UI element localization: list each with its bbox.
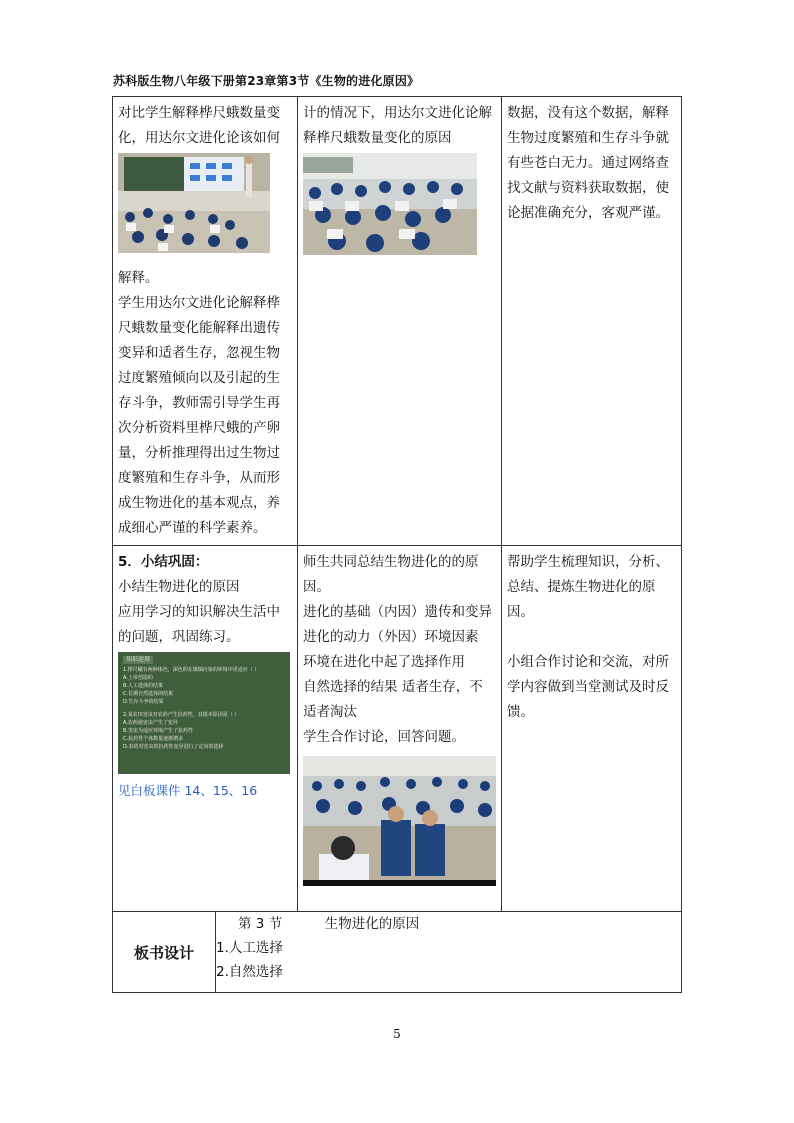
cell-text: 学生用达尔文进化论解释桦尺蛾数量变化能解释出遗传变异和适者生存，忽视生物过度繁殖倾向以及引起的生存斗争，教师需引导学生再次分析资料里桦尺蛾的产卵量，分析推理得出过生物过度繁殖和生存斗争，从而形成生物进化的基本观点，养成细心严谨的科学素养。 bbox=[118, 295, 280, 536]
design-intent-cell bbox=[502, 546, 682, 912]
board-design-table bbox=[113, 912, 681, 992]
cell-text: 解释。 bbox=[118, 270, 159, 286]
table-row bbox=[113, 97, 682, 546]
board-item: 2.自然选择 bbox=[216, 964, 283, 980]
classroom-discussion-photo bbox=[303, 756, 496, 895]
slide-line: B.害虫为适应环境产生了抗药性 bbox=[123, 728, 194, 734]
classroom-photo-students bbox=[303, 153, 496, 264]
slide-line: D.生存斗争的结果 bbox=[123, 699, 164, 705]
design-intent-cell bbox=[502, 97, 682, 546]
section-title: 5．小结巩固： bbox=[118, 554, 209, 570]
board-section: 第 3 节 bbox=[238, 916, 283, 932]
slide-line: D.农药对害虫的抗药性变异进行了定向的选择 bbox=[123, 744, 224, 750]
student-activity-cell bbox=[298, 97, 502, 546]
cell-text: 进化的动力（外因）环境因素 环境在进化中起了选择作用 bbox=[303, 629, 479, 670]
slide-line: C.长期自然选择的结果 bbox=[123, 691, 174, 697]
document-header: 苏科版生物八年级下册第23章第3节《生物的进化原因》 bbox=[113, 74, 420, 88]
board-topic: 生物进化的原因 bbox=[324, 916, 420, 932]
board-design-content bbox=[216, 912, 682, 992]
cell-text: 小结生物进化的原因 bbox=[118, 579, 240, 595]
board-design-label: 板书设计 bbox=[113, 912, 216, 992]
slide-line: 2.某农田害虫对农药产生抗药性，其根本原因是（ ） bbox=[123, 712, 240, 718]
exercise-slide-image bbox=[118, 652, 290, 774]
cell-text: 应用学习的知识解决生活中的问题，巩固练习。 bbox=[118, 604, 280, 645]
slide-line: 1.桦尺蛾有两种体色，深色的在煤烟污染的环境中更适应（ ） bbox=[123, 667, 260, 673]
classroom-photo-teacher bbox=[118, 153, 292, 262]
cell-text: 师生共同总结生物进化的的原因。 bbox=[303, 554, 479, 595]
slide-line: A.上帝创造的 bbox=[123, 675, 153, 681]
board-title bbox=[216, 912, 681, 936]
board-design-row bbox=[113, 912, 682, 993]
cell-text: 数据，没有这个数据，解释生物过度繁殖和生存斗争就有些苍白无力。通过网络查找文献与资料获取数据，使论据准确充分，客观严谨。 bbox=[507, 105, 669, 221]
cell-text: 计的情况下，用达尔文进化论解释桦尺蛾数量变化的原因 bbox=[303, 105, 492, 146]
board-item: 1.人工选择 bbox=[216, 940, 283, 956]
cell-text: 小组合作讨论和交流，对所学内容做到当堂测试及时反馈。 bbox=[507, 654, 669, 720]
slide-line: C.抗药性个体数量逐渐增多 bbox=[123, 736, 184, 742]
cell-text: 学生合作讨论，回答问题。 bbox=[303, 729, 465, 745]
slide-line: B.人工选择的结果 bbox=[123, 683, 164, 689]
cell-text: 对比学生解释桦尺蛾数量变化，用达尔文进化论该如何 bbox=[118, 105, 280, 146]
cell-text: 进化的基础（内因）遗传和变异 bbox=[303, 604, 492, 620]
student-activity-cell bbox=[298, 546, 502, 912]
teacher-activity-cell bbox=[113, 97, 298, 546]
blank-line bbox=[507, 625, 676, 650]
cell-text: 帮助学生梳理知识，分析、总结、提炼生物进化的原因。 bbox=[507, 554, 669, 620]
slide-heading: 知识运用 bbox=[123, 656, 153, 664]
table-row bbox=[113, 546, 682, 912]
slide-line: A.农药使害虫产生了变异 bbox=[123, 720, 178, 726]
courseware-note: 见白板课件 14、15、16 bbox=[118, 783, 258, 798]
lesson-table bbox=[112, 96, 682, 993]
cell-text: 自然选择的结果 适者生存，不适者淘汰 bbox=[303, 679, 483, 720]
page-number: 5 bbox=[393, 1027, 401, 1041]
teacher-activity-cell bbox=[113, 546, 298, 912]
